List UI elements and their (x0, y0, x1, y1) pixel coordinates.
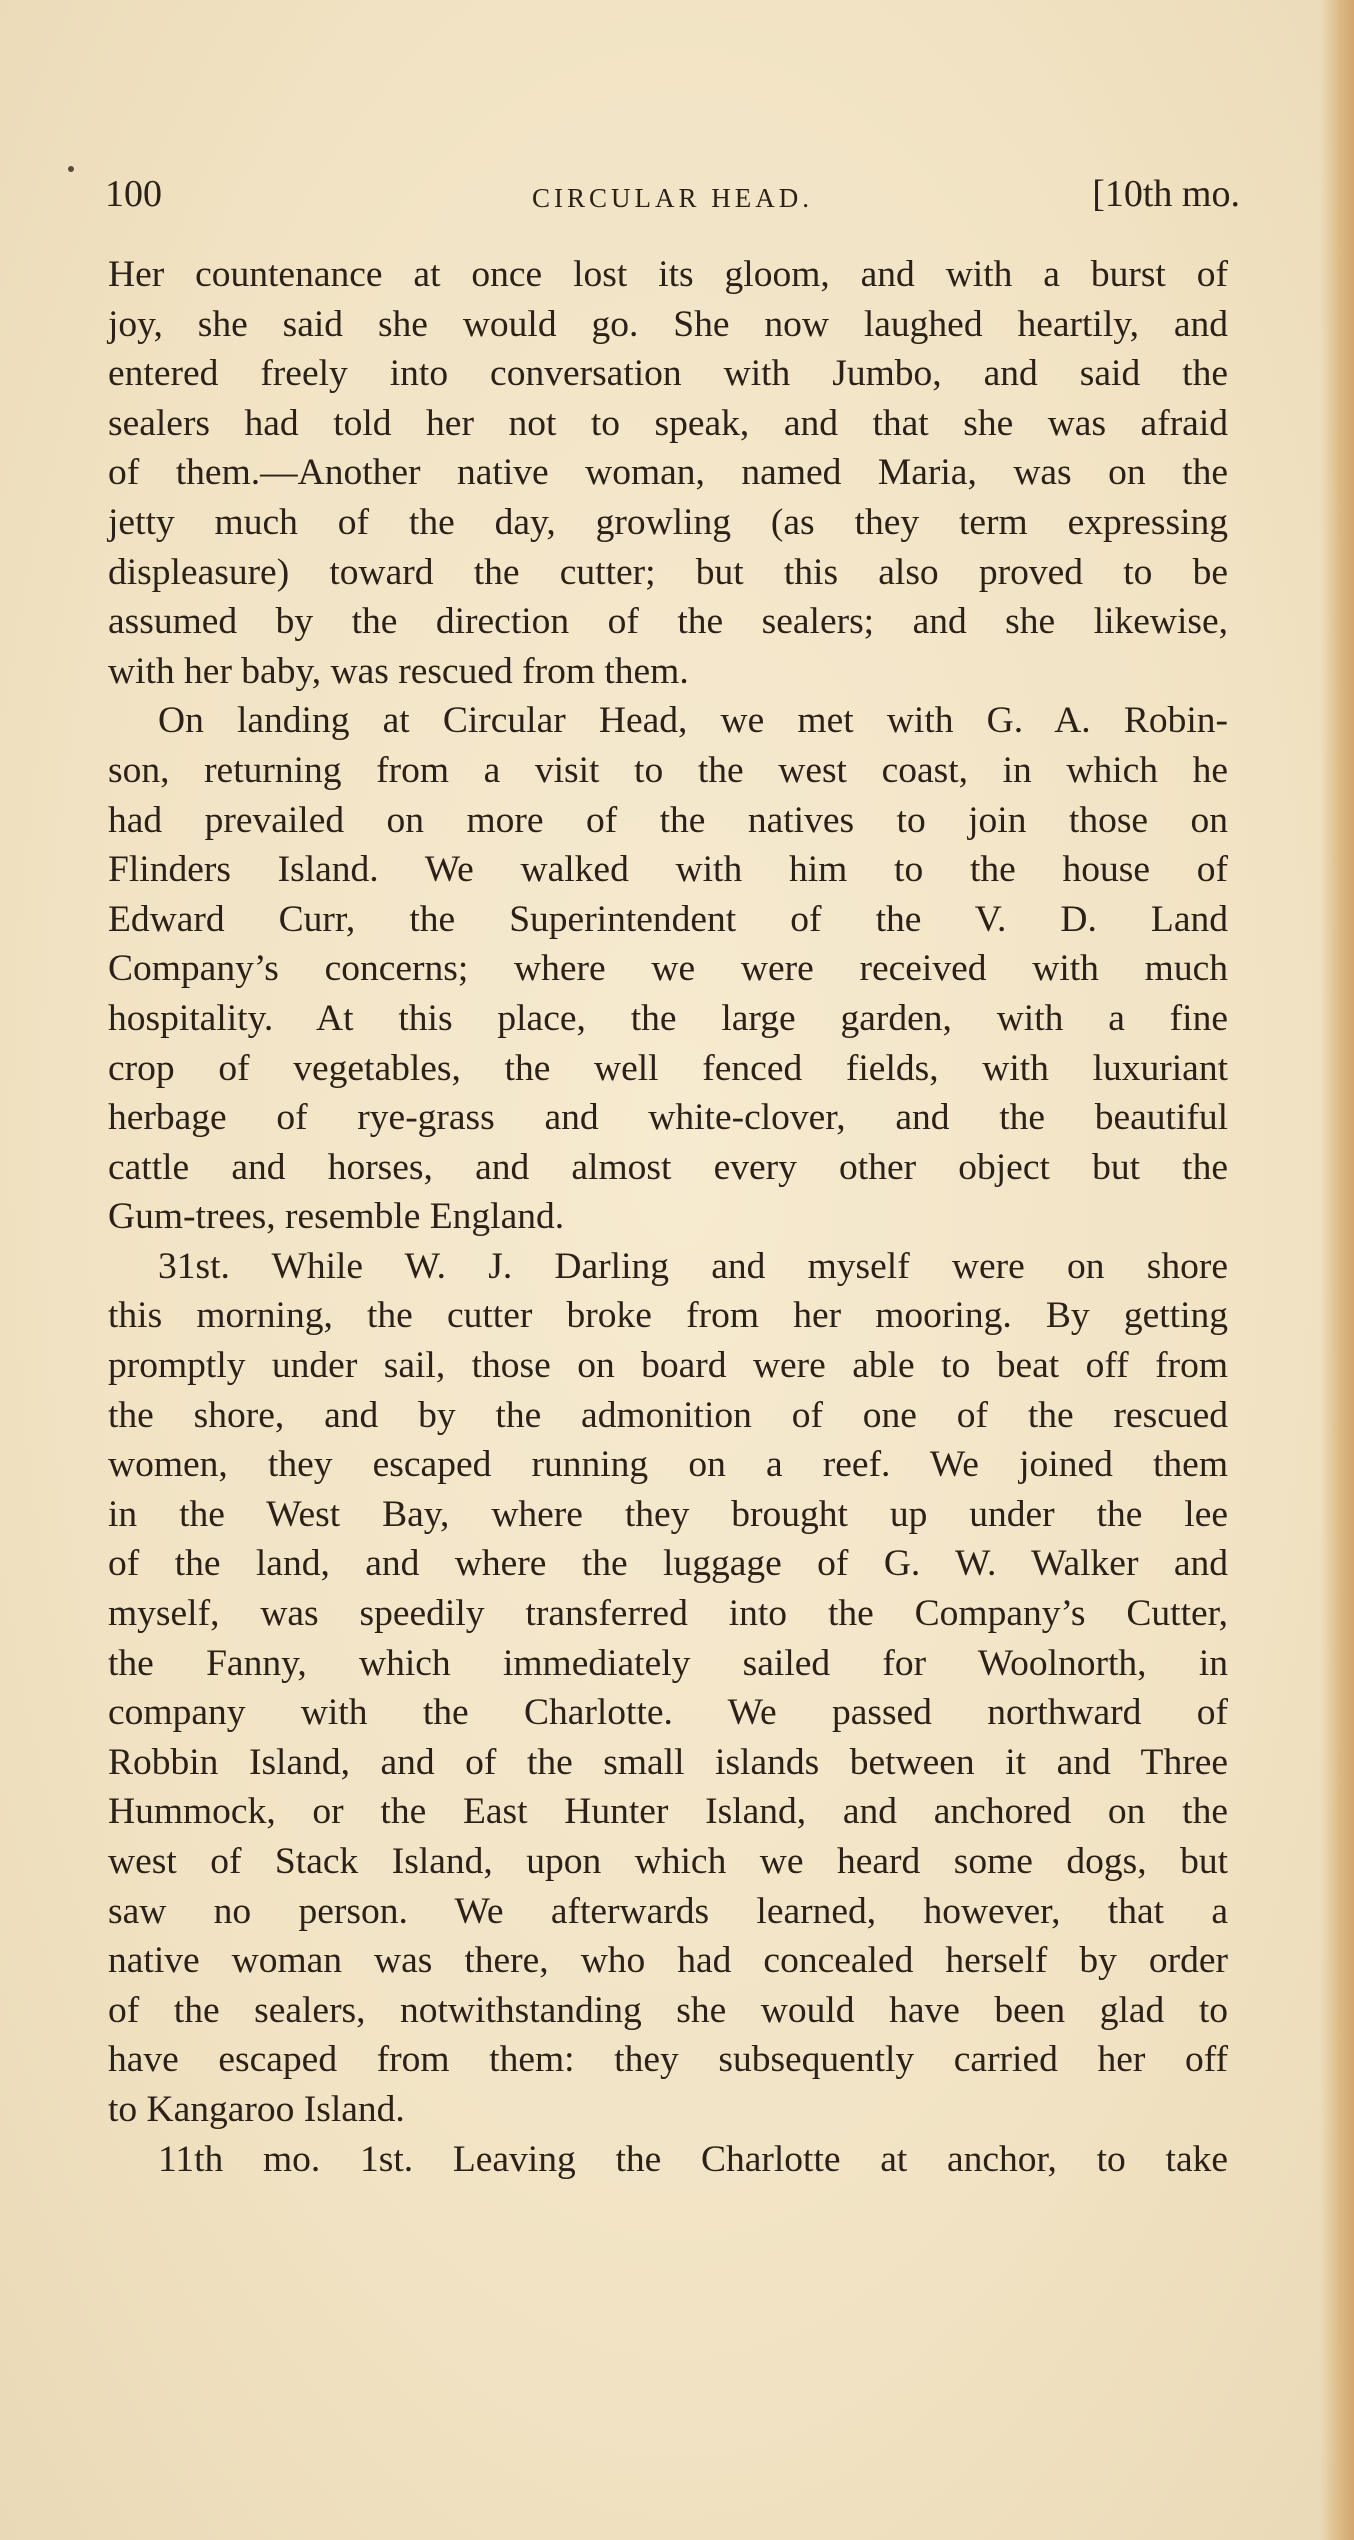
running-date-marker: [10th mo. (1092, 173, 1240, 215)
text-line: to Kangaroo Island. (108, 2088, 405, 2130)
text-line: of the land, and where the luggage of G. W. Walker and (108, 1543, 1228, 1585)
running-title: CIRCULAR HEAD. (531, 183, 813, 213)
text-line: with her baby, was rescued from them. (108, 650, 689, 692)
text-line: Hummock, or the East Hunter Island, and anchored on the (108, 1791, 1228, 1833)
text-line: Gum-trees, resemble England. (108, 1196, 565, 1238)
text-line: cattle and horses, and almost every other object but the (108, 1146, 1228, 1188)
text-line: jetty much of the day, growling (as they term expressing (108, 501, 1228, 543)
text-line: company with the Charlotte. We passed northward of (108, 1692, 1228, 1734)
text-line: Her countenance at once lost its gloom, and with a burst of (108, 254, 1228, 295)
text-line: crop of vegetables, the well fenced fields, with luxuriant (108, 1047, 1228, 1089)
text-line: women, they escaped running on a reef. We joined them (108, 1444, 1228, 1486)
running-header (105, 168, 1240, 228)
page-number: 100 (105, 173, 162, 215)
text-line: had prevailed on more of the natives to join those on (108, 799, 1228, 841)
text-line: west of Stack Island, upon which we heard some dogs, but (108, 1841, 1228, 1882)
text-line: 31st. While W. J. Darling and myself were on shore (158, 1245, 1228, 1287)
body-text (108, 250, 1228, 2184)
text-line: the shore, and by the admonition of one of the rescued (108, 1394, 1228, 1436)
text-line: sealers had told her not to speak, and that she was afraid (108, 402, 1228, 444)
text-line: myself, was speedily transferred into the Company’s Cutter, (108, 1593, 1228, 1635)
text-line: in the West Bay, where they brought up under the lee (108, 1493, 1228, 1535)
text-line: entered freely into conversation with Jumbo, and said the (108, 353, 1228, 395)
text-line: son, returning from a visit to the west coast, in which he (108, 749, 1228, 791)
text-line: this morning, the cutter broke from her mooring. By getting (108, 1295, 1228, 1337)
text-line: Flinders Island. We walked with him to the house of (108, 849, 1228, 891)
text-line: hospitality. At this place, the large garden, with a fine (108, 997, 1228, 1039)
text-line: Robbin Island, and of the small islands between it and Three (108, 1741, 1228, 1783)
text-line: promptly under sail, those on board were able to beat off from (108, 1345, 1228, 1387)
text-line: have escaped from them: they subsequently carried her off (108, 2039, 1228, 2081)
text-line: On landing at Circular Head, we met with G. A. Robin- (158, 700, 1228, 742)
ink-speck (68, 166, 74, 172)
text-line: of them.—Another native woman, named Maria, was on the (108, 452, 1228, 494)
text-line: 11th mo. 1st. Leaving the Charlotte at anchor, to take (158, 2138, 1228, 2180)
page-edge-shadow (1320, 0, 1354, 2540)
text-line: of the sealers, notwithstanding she would have been glad to (108, 1989, 1228, 2031)
text-line: saw no person. We afterwards learned, however, that a (108, 1890, 1228, 1932)
text-line: joy, she said she would go. She now laughed heartily, and (108, 303, 1228, 345)
text-line: native woman was there, who had concealed herself by order (108, 1940, 1228, 1982)
text-line: the Fanny, which immediately sailed for Woolnorth, in (108, 1642, 1228, 1684)
text-line: Company’s concerns; where we were received with much (108, 948, 1228, 990)
text-line: assumed by the direction of the sealers; and she likewise, (108, 601, 1228, 643)
text-line: Edward Curr, the Superintendent of the V. D. Land (108, 898, 1228, 940)
text-line: herbage of rye-grass and white-clover, and the beautiful (108, 1097, 1228, 1139)
text-line: displeasure) toward the cutter; but this also proved to be (108, 551, 1228, 593)
